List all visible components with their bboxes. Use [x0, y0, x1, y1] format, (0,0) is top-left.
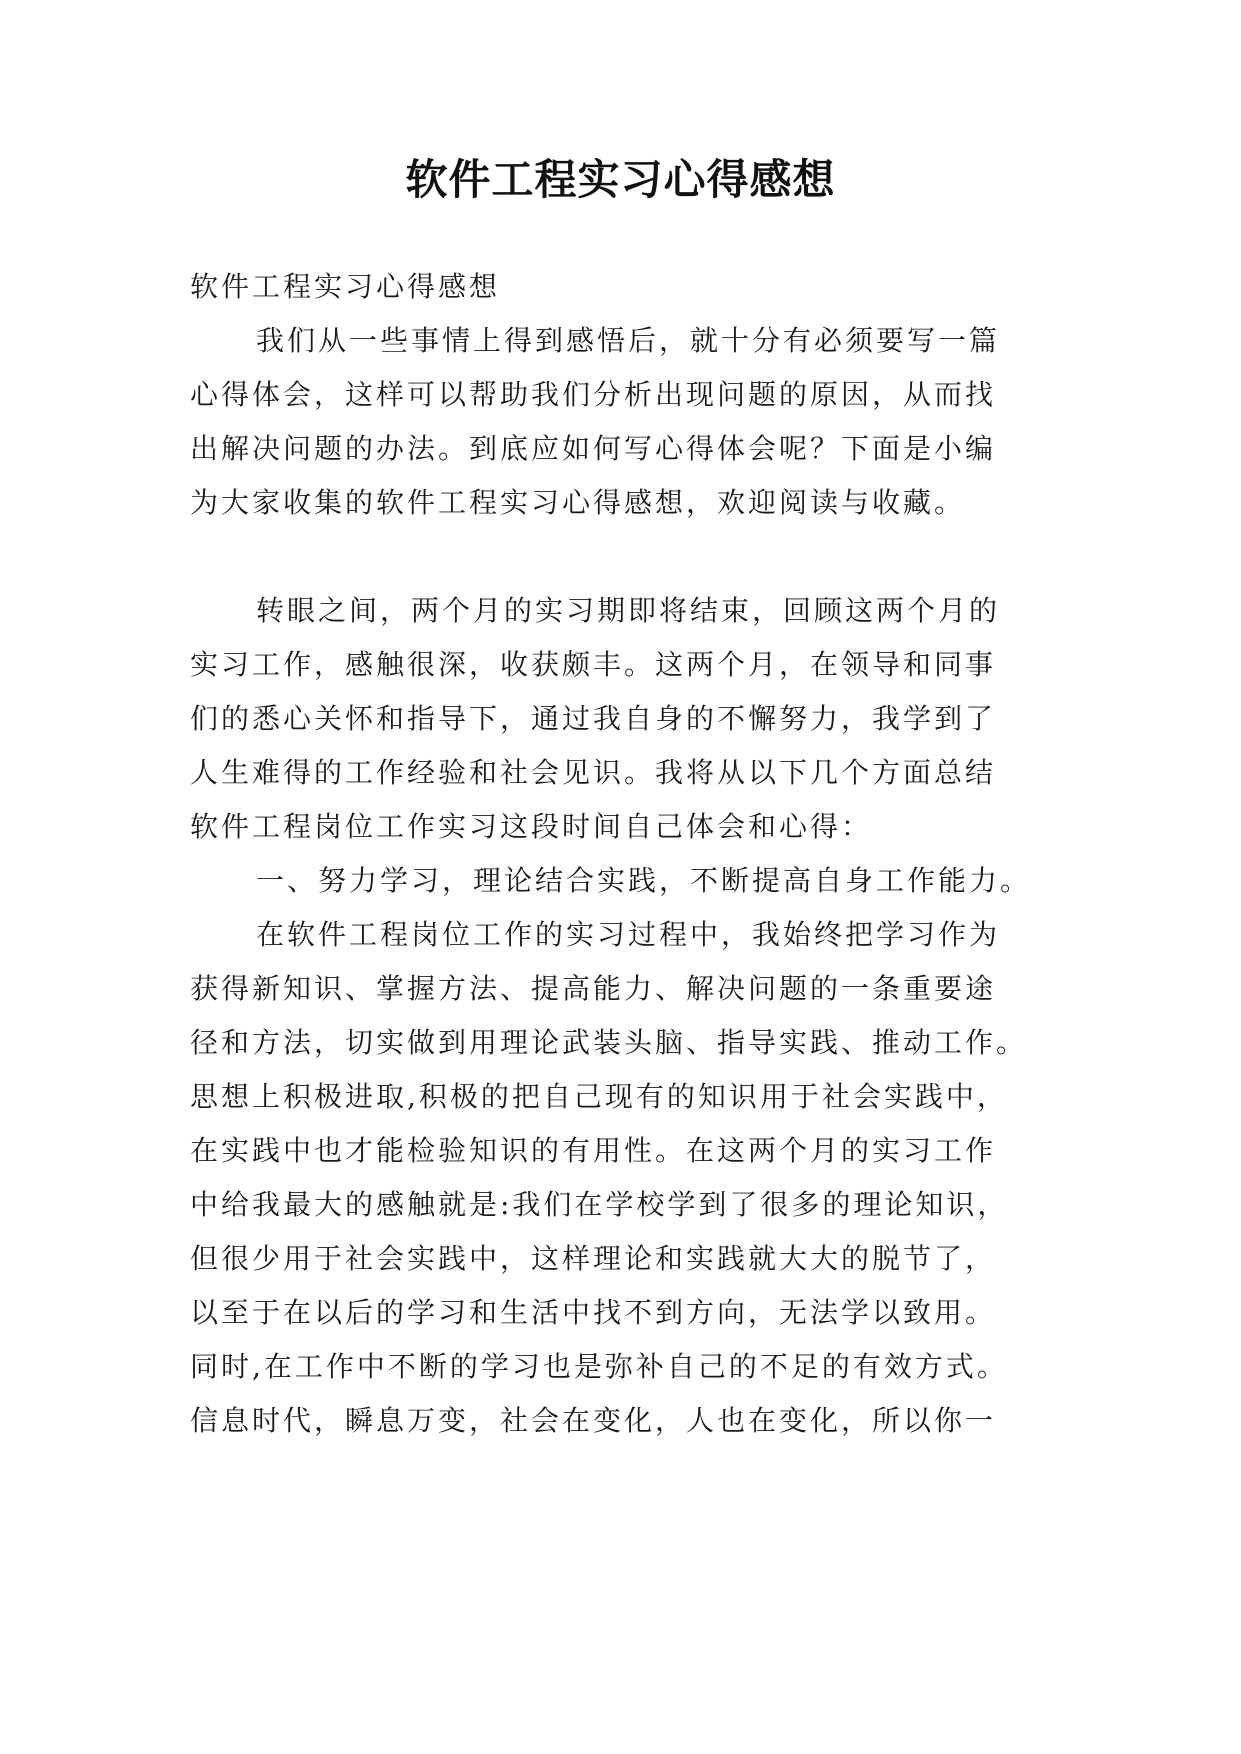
- body-line-1: 转眼之间，两个月的实习期即将结束，回顾这两个月的: [256, 594, 1001, 627]
- section-line-10: 信息时代，瞬息万变，社会在变化，人也在变化，所以你一: [190, 1404, 997, 1437]
- paragraph-gap: [190, 530, 1050, 584]
- section-line-9: 同时,在工作中不断的学习也是弥补自己的不足的有效方式。: [190, 1350, 1008, 1383]
- body-line-3: 们的悉心关怀和指导下，通过我自身的不懈努力，我学到了: [190, 702, 997, 735]
- body-line-4: 人生难得的工作经验和社会见识。我将从以下几个方面总结: [190, 756, 997, 789]
- subtitle-line: 软件工程实习心得感想: [190, 270, 501, 303]
- section-line-8: 以至于在以后的学习和生活中找不到方向，无法学以致用。: [190, 1296, 997, 1329]
- intro-line-1: 我们从一些事情上得到感悟后，就十分有必须要写一篇: [256, 324, 1001, 357]
- section-line-4: 思想上积极进取,积极的把自己现有的知识用于社会实践中，: [190, 1080, 1008, 1113]
- intro-line-2: 心得体会，这样可以帮助我们分析出现问题的原因，从而找: [190, 378, 997, 411]
- section-line-7: 但很少用于社会实践中，这样理论和实践就大大的脱节了，: [190, 1242, 997, 1275]
- body-line-2: 实习工作，感触很深，收获颇丰。这两个月，在领导和同事: [190, 648, 997, 681]
- document-title: 软件工程实习心得感想: [405, 155, 836, 204]
- section-line-2: 获得新知识、掌握方法、提高能力、解决问题的一条重要途: [190, 972, 997, 1005]
- body-line-5: 软件工程岗位工作实习这段时间自己体会和心得：: [190, 810, 873, 843]
- section-line-1: 在软件工程岗位工作的实习过程中，我始终把学习作为: [256, 918, 1001, 951]
- intro-line-3: 出解决问题的办法。到底应如何写心得体会呢？下面是小编: [190, 432, 997, 465]
- section-line-6: 中给我最大的感触就是:我们在学校学到了很多的理论知识，: [190, 1188, 1009, 1221]
- section-line-3: 径和方法，切实做到用理论武装头脑、指导实践、推动工作。: [190, 1026, 1028, 1059]
- document-body: [190, 260, 1050, 1448]
- section-line-5: 在实践中也才能检验知识的有用性。在这两个月的实习工作: [190, 1134, 997, 1167]
- section-heading-line: 一、努力学习，理论结合实践，不断提高自身工作能力。: [256, 864, 1032, 897]
- intro-line-4: 为大家收集的软件工程实习心得感想，欢迎阅读与收藏。: [190, 486, 966, 519]
